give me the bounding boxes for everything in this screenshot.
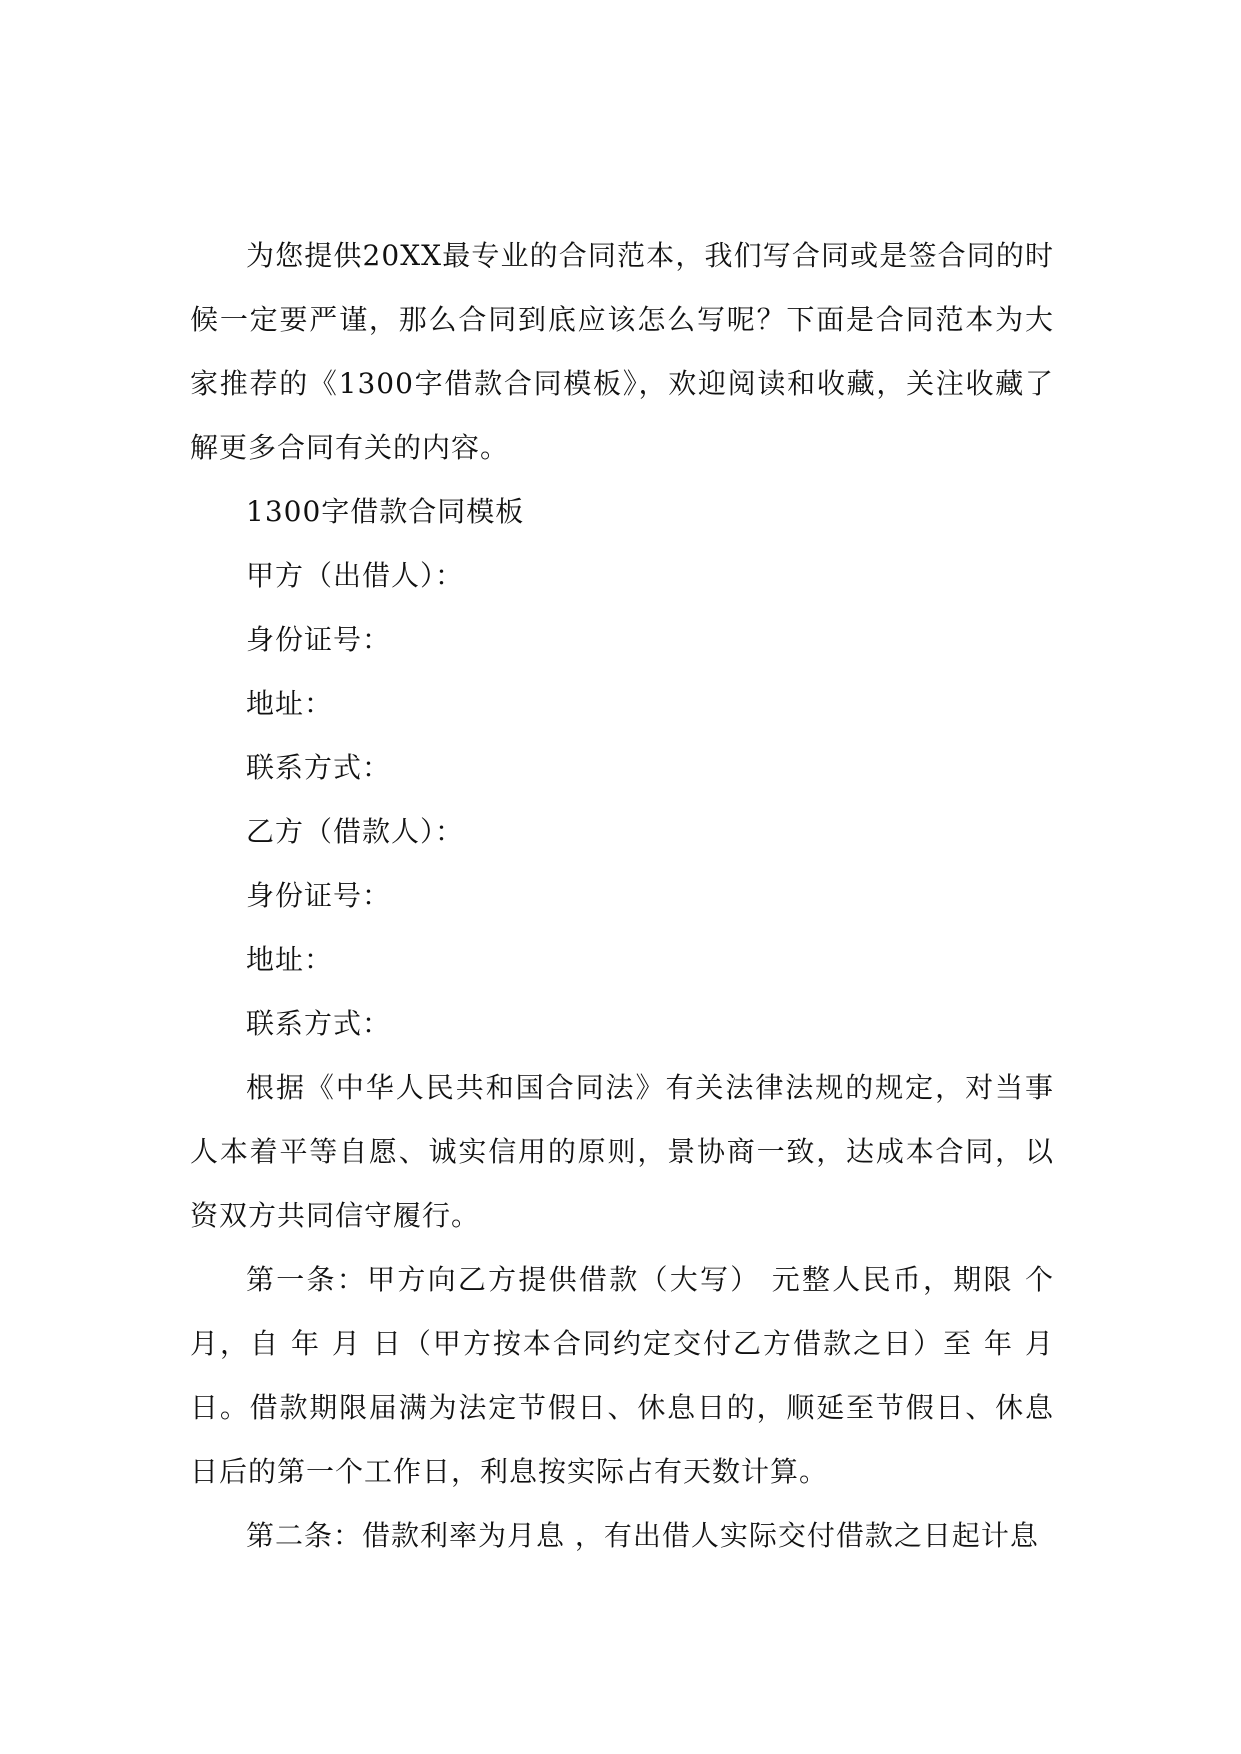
party-b-label: 乙方（借款人）： bbox=[246, 815, 465, 848]
party-b-contact-label: 联系方式： bbox=[246, 1007, 392, 1040]
document-title: 1300字借款合同模板 bbox=[246, 495, 525, 528]
preamble-paragraph: 根据《中华人民共和国合同法》有关法律法规的规定，对当事人本着平等自愿、诚实信用的原则，景协商一致，达成本合同，以资双方共同信守履行。 bbox=[190, 1071, 1054, 1232]
party-a-address-label: 地址： bbox=[246, 687, 334, 720]
document-page bbox=[190, 224, 1054, 1568]
article-2-paragraph: 第二条：借款利率为月息 ，有出借人实际交付借款之日起计息 bbox=[246, 1519, 1039, 1552]
party-b-address-label: 地址： bbox=[246, 943, 334, 976]
intro-paragraph: 为您提供20XX最专业的合同范本，我们写合同或是签合同的时候一定要严谨，那么合同到底应该怎么写呢？下面是合同范本为大家推荐的《1300字借款合同模板》，欢迎阅读和收藏，关注收藏了解更多合同有关的内容。 bbox=[190, 239, 1054, 464]
party-a-label: 甲方（出借人）： bbox=[246, 559, 465, 592]
article-1-paragraph: 第一条：甲方向乙方提供借款（大写） 元整人民币，期限 个月，自 年 月 日（甲方按本合同约定交付乙方借款之日）至 年 月 日。借款期限届满为法定节假日、休息日的，顺延至节假日、休息日后的第一个工作日，利息按实际占有天数计算。 bbox=[190, 1263, 1054, 1488]
party-a-id-label: 身份证号： bbox=[246, 623, 392, 656]
party-a-contact-label: 联系方式： bbox=[246, 751, 392, 784]
party-b-id-label: 身份证号： bbox=[246, 879, 392, 912]
